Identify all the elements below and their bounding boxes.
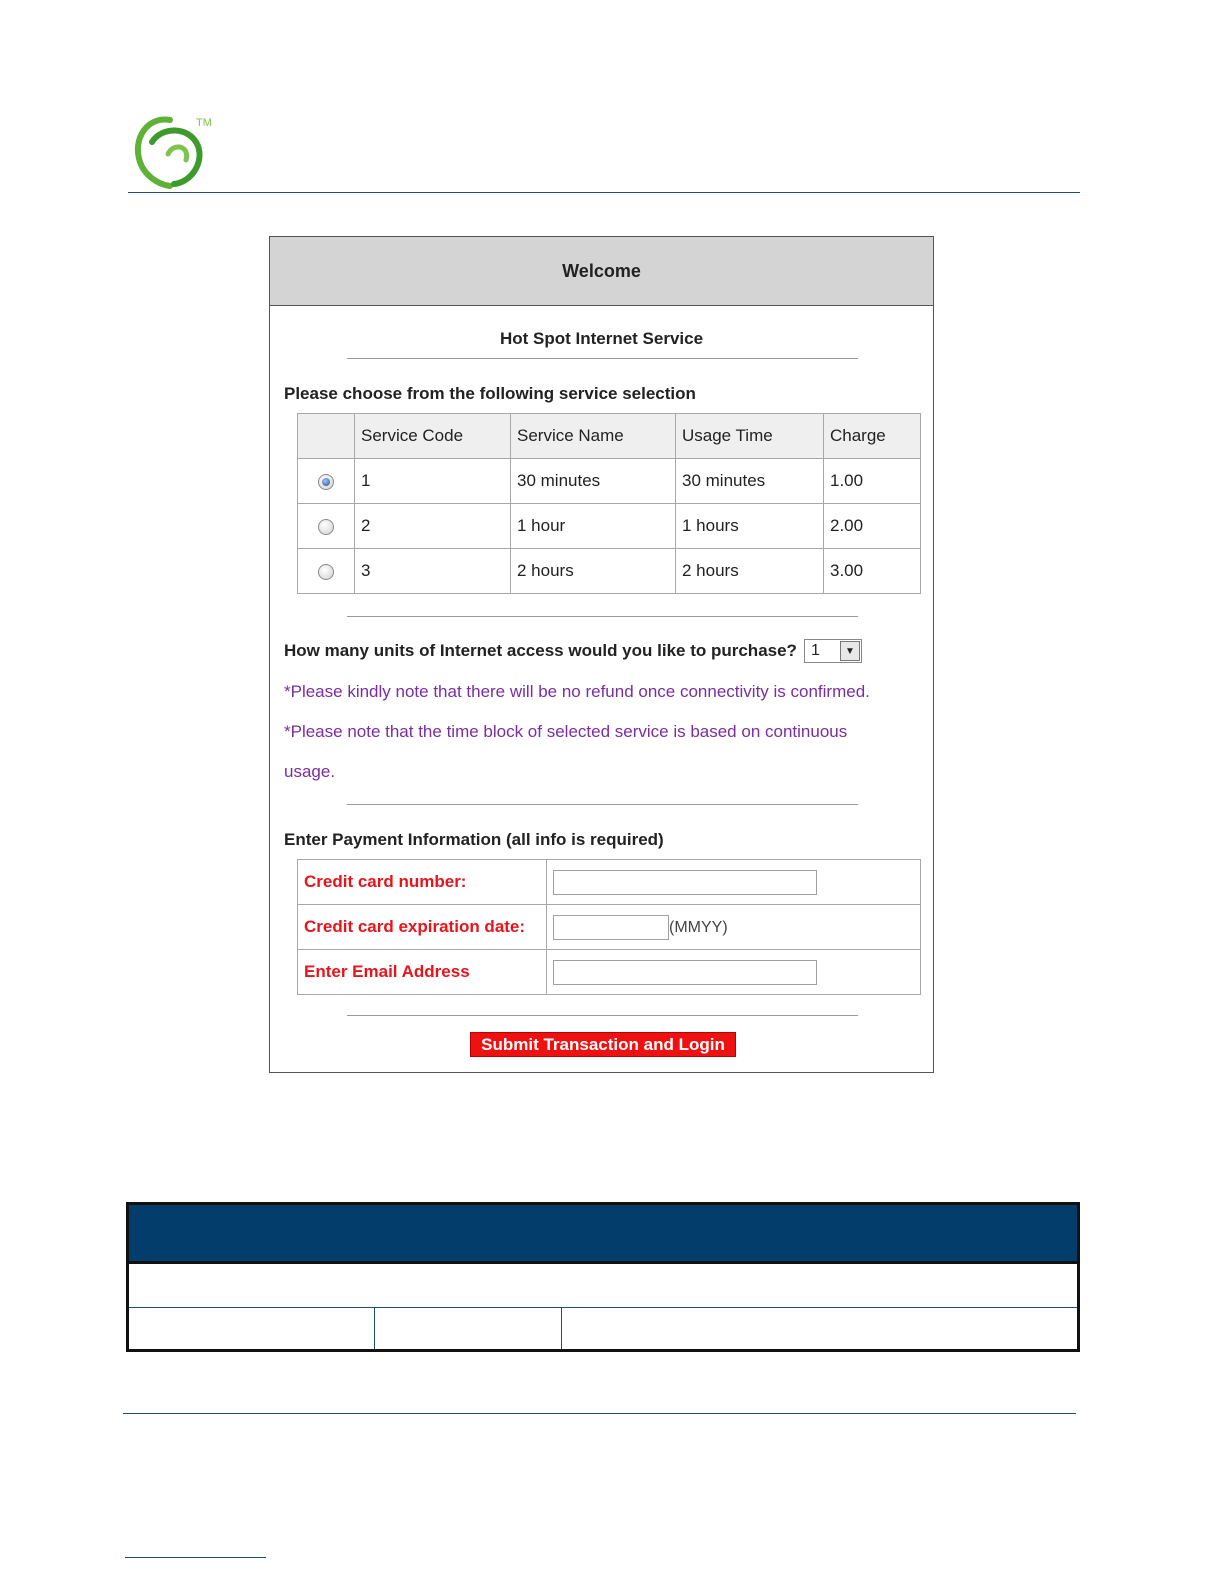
field-cell xyxy=(547,860,921,905)
hotspot-login-panel xyxy=(269,236,934,1073)
table-header-band xyxy=(129,1205,1077,1264)
svg-text:TM: TM xyxy=(196,117,212,129)
service-radio-3[interactable] xyxy=(318,564,334,580)
chevron-down-icon[interactable]: ▼ xyxy=(840,641,860,661)
divider xyxy=(347,804,858,805)
charge-cell: 3.00 xyxy=(824,549,921,594)
expiration-format-hint: (MMYY) xyxy=(669,918,728,936)
card-number-input[interactable] xyxy=(553,870,817,895)
header-usage-time: Usage Time xyxy=(676,414,824,459)
expiration-input[interactable] xyxy=(553,915,669,940)
service-name-cell: 30 minutes xyxy=(511,459,676,504)
footnote-rule xyxy=(125,1557,266,1558)
units-question: How many units of Internet access would you like to purchase? xyxy=(284,641,797,660)
divider xyxy=(347,1015,858,1016)
divider xyxy=(347,358,858,359)
email-label: Enter Email Address xyxy=(298,950,547,995)
time-block-note: *Please note that the time block of selected service is based on continuous xyxy=(284,722,848,741)
service-code-cell: 2 xyxy=(355,504,511,549)
table-row-divider xyxy=(129,1307,1077,1308)
payment-label: Enter Payment Information (all info is required) xyxy=(284,830,664,849)
table-header-row xyxy=(298,414,921,459)
payment-table xyxy=(297,859,921,995)
table-row[interactable] xyxy=(298,504,921,549)
select-cell[interactable] xyxy=(298,459,355,504)
select-cell[interactable] xyxy=(298,549,355,594)
charge-cell: 2.00 xyxy=(824,504,921,549)
header-select-cell xyxy=(298,414,355,459)
time-block-note-cont: usage. xyxy=(284,762,336,781)
field-cell xyxy=(547,905,921,950)
table-column-divider xyxy=(374,1307,375,1349)
header-service-code: Service Code xyxy=(355,414,511,459)
header-charge: Charge xyxy=(824,414,921,459)
table-column-divider xyxy=(561,1307,562,1349)
service-code-cell: 1 xyxy=(355,459,511,504)
company-logo xyxy=(128,112,218,192)
header-rule xyxy=(128,192,1080,193)
service-code-cell: 3 xyxy=(355,549,511,594)
service-table xyxy=(297,413,921,594)
header-service-name: Service Name xyxy=(511,414,676,459)
footer-rule xyxy=(123,1413,1076,1414)
usage-time-cell: 1 hours xyxy=(676,504,824,549)
service-radio-2[interactable] xyxy=(318,519,334,535)
swirl-logo-icon xyxy=(128,112,218,192)
service-radio-1[interactable] xyxy=(318,474,334,490)
expiration-label: Credit card expiration date: xyxy=(298,905,547,950)
card-number-label: Credit card number: xyxy=(298,860,547,905)
units-row xyxy=(284,639,862,663)
service-name-cell: 2 hours xyxy=(511,549,676,594)
table-row[interactable] xyxy=(298,459,921,504)
service-selection-label: Please choose from the following service selection xyxy=(284,384,696,403)
charge-cell: 1.00 xyxy=(824,459,921,504)
select-cell[interactable] xyxy=(298,504,355,549)
email-input[interactable] xyxy=(553,960,817,985)
divider xyxy=(347,616,858,617)
field-cell xyxy=(547,950,921,995)
table-row[interactable] xyxy=(298,549,921,594)
units-value: 1 xyxy=(810,642,820,659)
table-row xyxy=(298,950,921,995)
service-title: Hot Spot Internet Service xyxy=(499,329,704,348)
submit-transaction-button[interactable]: Submit Transaction and Login xyxy=(470,1032,736,1057)
table-row xyxy=(298,905,921,950)
document-table xyxy=(126,1202,1080,1352)
welcome-header: Welcome xyxy=(270,237,933,306)
service-name-cell: 1 hour xyxy=(511,504,676,549)
units-select[interactable] xyxy=(804,639,862,663)
usage-time-cell: 2 hours xyxy=(676,549,824,594)
refund-note: *Please kindly note that there will be no refund once connectivity is confirmed. xyxy=(284,682,870,701)
usage-time-cell: 30 minutes xyxy=(676,459,824,504)
table-row xyxy=(298,860,921,905)
